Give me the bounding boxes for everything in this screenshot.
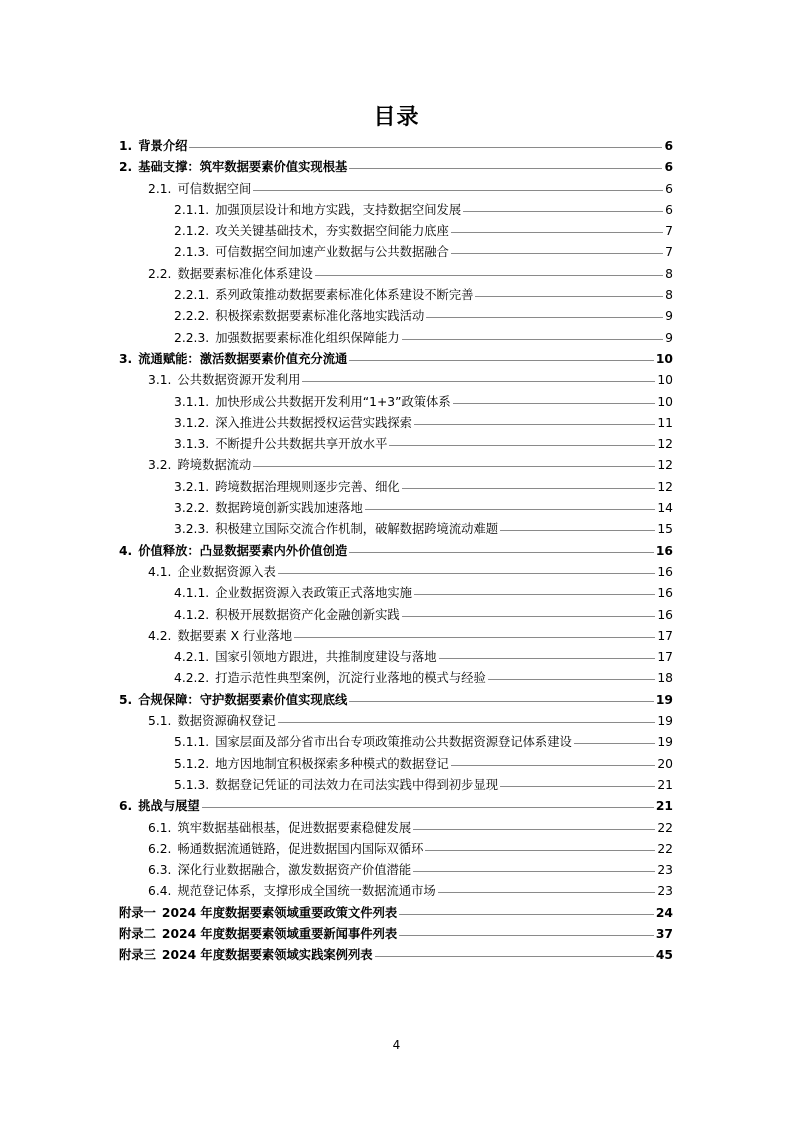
toc-entry-page: 37 [655,926,673,941]
toc-entry[interactable] [119,754,673,775]
toc-leader-line [349,541,654,553]
toc-entry-page: 16 [657,586,673,601]
toc-entry-label: 积极建立国际交流合作机制，破解数据跨境流动难题 [215,522,499,537]
toc-entry-page: 8 [665,266,673,281]
toc-leader-line [425,839,655,851]
toc-entry-page: 22 [657,820,673,835]
toc-entry[interactable] [119,157,673,178]
toc-entry-number: 3.2. [148,458,172,473]
toc-entry-line [148,881,673,902]
toc-entry-label: 企业数据资源入表政策正式落地实施 [215,586,412,601]
toc-entry-title [174,668,486,689]
toc-entry-number: 2.1. [148,181,172,196]
toc-leader-line [278,711,655,723]
toc-entry-page: 12 [657,458,673,473]
toc-entry-page: 45 [655,948,673,963]
toc-entry-line [174,200,673,221]
toc-entry-page: 7 [665,245,673,260]
toc-entry-label: 畅通数据流通链路，促进数据国内国际双循环 [177,841,424,856]
toc-entry[interactable] [119,924,673,945]
toc-entry-number: 3.2.3. [174,522,210,537]
toc-entry-number: 3.1.2. [174,415,210,430]
toc-entry-line [174,477,673,498]
toc-entry[interactable] [119,903,673,924]
toc-entry[interactable] [119,455,673,476]
toc-entry-page: 16 [657,607,673,622]
toc-entry-page: 15 [657,522,673,537]
toc-entry-label: 国家层面及部分省市出台专项政策推动公共数据资源登记体系建设 [215,735,572,750]
toc-entry-number: 6. [119,799,133,814]
toc-entry-number: 3.2.2. [174,501,210,516]
toc-entry-title [174,413,412,434]
toc-entry-line [174,647,673,668]
toc-entry-title [119,349,347,370]
toc-entry-number: 3.1. [148,373,172,388]
toc-entry-page: 14 [657,501,673,516]
toc-entry-page: 12 [657,437,673,452]
toc-leader-line [375,945,654,957]
toc-entry-number: 4.2.1. [174,650,210,665]
toc-entry[interactable] [119,583,673,604]
toc-entry-line [148,562,673,583]
toc-entry-number: 2.2.3. [174,330,210,345]
toc-entry[interactable] [119,200,673,221]
toc-entry-label: 打造示范性典型案例，沉淀行业落地的模式与经验 [215,671,486,686]
toc-leader-line [500,775,655,787]
toc-entry-line [119,903,673,924]
toc-entry[interactable] [119,839,673,860]
toc-entry[interactable] [119,221,673,242]
toc-leader-line [451,754,655,766]
toc-leader-line [349,690,654,702]
toc-entry[interactable] [119,690,673,711]
toc-entry-title [174,328,400,349]
toc-leader-line [389,434,655,446]
toc-entry-number: 3. [119,351,133,366]
toc-entry[interactable] [119,626,673,647]
toc-entry[interactable] [119,796,673,817]
toc-leader-line [402,328,664,340]
toc-entry-line [174,328,673,349]
toc-entry-line [174,242,673,263]
toc-entry-title [119,924,397,945]
toc-entry-title [174,775,498,796]
toc-leader-line [189,136,662,148]
toc-entry-line [119,349,673,370]
toc-leader-line [413,818,655,830]
toc-entry[interactable] [119,392,673,413]
toc-entry-page: 9 [665,330,673,345]
toc-leader-line [574,732,656,744]
toc-entry-line [174,434,673,455]
toc-entry-line [119,541,673,562]
toc-leader-line [253,455,655,467]
toc-entry[interactable] [119,668,673,689]
toc-entry-title [174,647,437,668]
toc-entry[interactable] [119,477,673,498]
toc-entry-number: 5. [119,692,133,707]
toc-entry-title [119,690,347,711]
toc-entry-page: 16 [657,564,673,579]
toc-entry-label: 数据要素 X 行业落地 [177,628,293,643]
toc-entry[interactable] [119,541,673,562]
toc-entry[interactable] [119,242,673,263]
toc-entry-label: 基础支撑：筑牢数据要素价值实现根基 [138,160,348,175]
toc-entry-line [148,711,673,732]
toc-entry[interactable] [119,136,673,157]
toc-entry-label: 数据跨境创新实践加速落地 [215,501,363,516]
toc-entry-title [119,541,347,562]
toc-entry-page: 6 [664,139,673,153]
toc-entry-page: 6 [665,181,673,196]
toc-entry-number: 4. [119,543,133,558]
toc-entry-page: 23 [657,863,673,878]
toc-entry-line [148,839,673,860]
toc-entry-number: 4.2.2. [174,671,210,686]
toc-entry-line [174,285,673,306]
toc-entry-label: 流通赋能：激活数据要素价值充分流通 [138,351,348,366]
toc-entry-number: 2.2.2. [174,309,210,324]
toc-entry-line [119,136,673,157]
toc-leader-line [315,264,663,276]
toc-entry-number: 5.1. [148,714,172,729]
toc-entry-number: 3.1.1. [174,394,210,409]
toc-leader-line [475,285,663,297]
toc-entry-page: 19 [657,735,673,750]
toc-entry-number: 4.1.2. [174,607,210,622]
toc-leader-line [253,179,663,191]
toc-entry-title [174,519,498,540]
toc-entry-number: 附录三 [119,948,156,963]
toc-entry-page: 18 [657,671,673,686]
toc-entry[interactable] [119,519,673,540]
toc-entry-label: 合规保障：守护数据要素价值实现底线 [138,692,348,707]
toc-entry-label: 价值释放：凸显数据要素内外价值创造 [138,543,348,558]
toc-entry-label: 规范登记体系，支撑形成全国统一数据流通市场 [177,884,436,899]
toc-entry[interactable] [119,732,673,753]
toc-leader-line [453,392,656,404]
toc-entry-number: 4.1.1. [174,586,210,601]
toc-entry-line [119,924,673,945]
toc-entry-label: 积极开展数据资产化金融创新实践 [215,607,400,622]
toc-entry-label: 2024 年度数据要素领域重要政策文件列表 [161,905,398,920]
toc-leader-line [349,157,662,169]
toc-entry-title [119,157,347,178]
toc-entry[interactable] [119,562,673,583]
toc-entry-page: 10 [657,373,673,388]
toc-entry-page: 23 [657,884,673,899]
toc-entry-line [174,732,673,753]
toc-entry-page: 21 [655,799,673,814]
toc-leader-line [413,860,655,872]
toc-entry-number: 6.4. [148,884,172,899]
toc-entry-number: 5.1.2. [174,756,210,771]
toc-entry-title [174,583,412,604]
toc-entry-label: 系列政策推动数据要素标准化体系建设不断完善 [215,288,474,303]
toc-entry-number: 1. [119,139,133,153]
toc-entry[interactable] [119,370,673,391]
toc-entry-label: 攻关关键基础技术，夯实数据空间能力底座 [215,224,449,239]
toc-entry-label: 跨境数据流动 [177,458,252,473]
toc-entry-number: 5.1.1. [174,735,210,750]
toc-entry-title [174,754,449,775]
toc-entry-label: 公共数据资源开发利用 [177,373,301,388]
toc-entry-number: 3.1.3. [174,437,210,452]
toc-entry-title [174,434,387,455]
toc-entry-title [174,242,449,263]
toc-leader-line [302,370,655,382]
toc-entry-label: 数据资源确权登记 [177,714,276,729]
toc-entry-title [148,818,411,839]
toc-leader-line [278,562,655,574]
toc-entry-line [174,392,673,413]
toc-leader-line [426,306,663,318]
toc-entry-title [148,881,436,902]
toc-entry-number: 6.1. [148,820,172,835]
toc-entry[interactable] [119,328,673,349]
toc-entry-line [148,455,673,476]
toc-leader-line [488,668,656,680]
toc-entry-title [174,200,461,221]
page-number: 4 [392,1038,401,1052]
toc-entry-label: 加强数据要素标准化组织保障能力 [215,330,400,345]
toc-entry-title [148,562,276,583]
toc-entry-title [174,605,400,626]
toc-leader-line [451,221,663,233]
toc-leader-line [399,924,654,936]
toc-entry-number: 6.3. [148,863,172,878]
toc-leader-line [438,881,656,893]
toc-entry-page: 6 [665,202,673,217]
toc-entry-title [119,796,200,817]
toc-entry-line [148,179,673,200]
toc-entry-page: 9 [665,309,673,324]
toc-entry[interactable] [119,264,673,285]
toc-entry-title [174,477,400,498]
toc-entry-label: 加快形成公共数据开发利用“1+3”政策体系 [215,394,451,409]
toc-entry[interactable] [119,605,673,626]
toc-entry-label: 挑战与展望 [138,799,200,814]
toc-entry-number: 4.2. [148,628,172,643]
toc-entry-page: 7 [665,224,673,239]
toc-entry-line [174,754,673,775]
toc-leader-line [500,519,655,531]
toc-entry-page: 10 [655,351,673,366]
toc-entry-label: 筑牢数据基础根基，促进数据要素稳健发展 [177,820,412,835]
toc-entry-line [174,583,673,604]
toc-entry-line [174,221,673,242]
toc-entry-label: 加强顶层设计和地方实践，支持数据空间发展 [215,202,462,217]
toc-entry-label: 背景介绍 [138,139,188,153]
toc-leader-line [439,647,656,659]
toc-entry-line [174,306,673,327]
toc-entry[interactable] [119,179,673,200]
toc-entry-line [119,690,673,711]
toc-entry-number: 5.1.3. [174,777,210,792]
toc-leader-line [414,413,655,425]
toc-entry-title [148,839,423,860]
toc-entry[interactable] [119,285,673,306]
toc-entry-number: 2.2.1. [174,288,210,303]
toc-entry[interactable] [119,775,673,796]
toc-entry-label: 国家引领地方跟进，共推制度建设与落地 [215,650,437,665]
toc-entry-title [119,903,397,924]
toc-entry-title [119,136,187,157]
toc-entry-line [174,668,673,689]
toc-leader-line [463,200,663,212]
toc-entry-line [148,818,673,839]
toc-entry-label: 不断提升公共数据共享开放水平 [215,437,388,452]
toc-entry-page: 17 [657,650,673,665]
toc-entry-title [148,711,276,732]
toc-entry-number: 附录二 [119,926,156,941]
toc-entry-page: 22 [657,841,673,856]
toc-entry-number: 2.1.1. [174,202,210,217]
toc-entry[interactable] [119,498,673,519]
toc-entry-title [148,264,313,285]
toc-entry-page: 6 [664,160,673,175]
toc-leader-line [365,498,656,510]
toc-leader-line [402,477,656,489]
toc-entry-line [119,945,673,966]
toc-entry-line [174,498,673,519]
toc-entry[interactable] [119,711,673,732]
toc-entry-label: 数据登记凭证的司法效力在司法实践中得到初步显现 [215,777,499,792]
toc-entry-page: 16 [655,543,673,558]
toc-entry[interactable] [119,647,673,668]
toc-leader-line [202,796,654,808]
toc-entry-title [174,392,451,413]
toc-entry-title [174,285,473,306]
toc-entry[interactable] [119,413,673,434]
toc-leader-line [349,349,654,361]
toc-entry-label: 深化行业数据融合，激发数据资产价值潜能 [177,863,412,878]
toc-leader-line [414,583,655,595]
toc-entry-line [174,413,673,434]
toc-entry-line [148,860,673,881]
toc-entry-page: 12 [657,479,673,494]
toc-entry-title [148,860,411,881]
toc-entry-number: 2.1.3. [174,245,210,260]
toc-entry-title [174,498,363,519]
toc-entry-title [174,732,572,753]
toc-entry-title [148,626,292,647]
toc-entry[interactable] [119,349,673,370]
toc-entry-page: 24 [655,905,673,920]
toc-entry-line [148,264,673,285]
toc-entry-page: 19 [657,714,673,729]
toc-entry-label: 2024 年度数据要素领域实践案例列表 [161,948,373,963]
toc-leader-line [294,626,655,638]
toc-entry[interactable] [119,306,673,327]
toc-entry-title [174,306,424,327]
toc-entry-label: 2024 年度数据要素领域重要新闻事件列表 [161,926,398,941]
toc-entry-label: 深入推进公共数据授权运营实践探索 [215,415,412,430]
toc-entry-label: 数据要素标准化体系建设 [177,266,313,281]
toc-entry-line [119,157,673,178]
table-of-contents [119,136,673,967]
toc-entry-page: 10 [657,394,673,409]
toc-leader-line [451,242,663,254]
toc-leader-line [402,605,656,617]
toc-entry-line [119,796,673,817]
toc-entry-number: 3.2.1. [174,479,210,494]
toc-entry-line [174,519,673,540]
toc-entry-page: 11 [657,415,673,430]
toc-entry-page: 19 [655,692,673,707]
toc-entry[interactable] [119,818,673,839]
toc-entry-line [174,775,673,796]
toc-entry-title [148,370,300,391]
toc-entry-page: 21 [657,777,673,792]
toc-entry-label: 地方因地制宜积极探索多种模式的数据登记 [215,756,449,771]
toc-entry-label: 企业数据资源入表 [177,564,276,579]
toc-entry[interactable] [119,434,673,455]
toc-entry-number: 4.1. [148,564,172,579]
toc-entry[interactable] [119,881,673,902]
toc-entry-title [148,455,251,476]
toc-entry-label: 可信数据空间 [177,181,252,196]
toc-entry-number: 2.1.2. [174,224,210,239]
toc-entry-label: 可信数据空间加速产业数据与公共数据融合 [215,245,449,260]
toc-entry-label: 积极探索数据要素标准化落地实践活动 [215,309,425,324]
toc-entry[interactable] [119,860,673,881]
toc-entry-page: 8 [665,288,673,303]
toc-entry-line [174,605,673,626]
page-title: 目录 [373,105,420,130]
toc-leader-line [399,903,654,915]
toc-entry-page: 17 [657,628,673,643]
toc-entry-number: 6.2. [148,841,172,856]
toc-entry-line [148,626,673,647]
toc-entry-title [119,945,373,966]
toc-entry-number: 2. [119,160,133,175]
toc-entry-line [148,370,673,391]
toc-entry-number: 2.2. [148,266,172,281]
toc-entry-label: 跨境数据治理规则逐步完善、细化 [215,479,400,494]
toc-entry-title [148,179,251,200]
toc-entry-page: 20 [657,756,673,771]
toc-entry-number: 附录一 [119,905,156,920]
toc-entry[interactable] [119,945,673,966]
toc-entry-title [174,221,449,242]
